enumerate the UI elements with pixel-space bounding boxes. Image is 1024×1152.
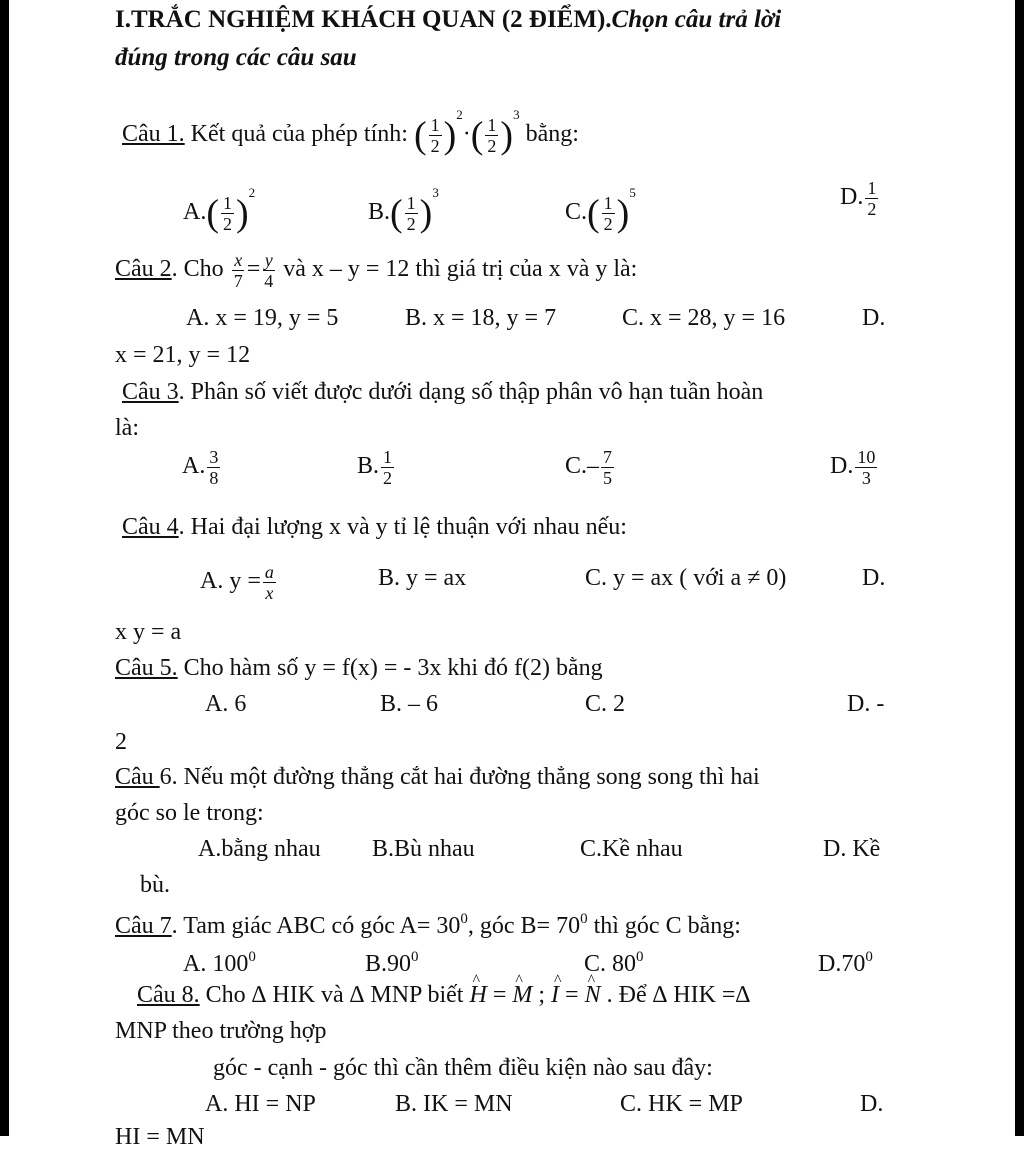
instruction-text-cont: đúng trong các câu sau: [115, 44, 357, 71]
q4-option-a[interactable]: A. y = $\frac{a}{x}$: [200, 562, 274, 603]
q7-option-a[interactable]: A. $100^0$: [183, 949, 256, 977]
q8-option-b[interactable]: B. IK = MN: [395, 1091, 513, 1117]
q8-line: Câu 8. Cho ∆ HIK và ∆ MNP biết ^ H = ^ M ; ^ I = ^ N . Để ∆ HIK =∆: [137, 980, 750, 1010]
q3-label: Câu 3: [122, 379, 179, 405]
q8-option-d[interactable]: D.: [860, 1091, 884, 1117]
q3-option-a[interactable]: A. $\frac{3}{8}$: [182, 447, 219, 488]
q3-line: Câu 3. Phân số viết được dưới dạng số thập phân vô hạn tuần hoàn: [122, 379, 764, 405]
q4-option-d[interactable]: D.: [862, 565, 886, 591]
q3-line-cont: là:: [115, 415, 139, 441]
q4-option-b[interactable]: B. y = ax: [378, 565, 467, 591]
q8-line-cont: MNP theo trường hợp: [115, 1018, 327, 1044]
q8-option-a[interactable]: A. HI = NP: [205, 1091, 316, 1117]
q1-option-c[interactable]: C.( $\frac{1}{2}$ )$^5$: [565, 185, 636, 235]
q5-option-b[interactable]: B. – 6: [380, 691, 439, 717]
q3-option-d[interactable]: D. $\frac{10}{3}$: [830, 447, 876, 488]
right-frame-border: [1015, 0, 1024, 1136]
q8-line-cont-2: góc - cạnh - góc thì cần thêm điều kiện nào sau đây:: [213, 1055, 713, 1081]
left-frame-border: [0, 0, 9, 1136]
q7-option-d[interactable]: $D.70^0$: [818, 949, 873, 977]
q5-option-d[interactable]: D. -: [847, 691, 885, 717]
q7-line: Câu 7. Tam giác ABC có góc $A= 30^0$, góc $B= 70^0$ thì góc C bằng:: [115, 911, 741, 939]
q5-label: Câu 5.: [115, 655, 178, 681]
q2-proportion: $\frac{x}{7}$ = $\frac{y}{4}$: [233, 250, 274, 291]
q1-tail: bằng:: [525, 121, 579, 147]
q2-option-a[interactable]: A. x = 19, y = 5: [186, 305, 339, 331]
q6-option-a[interactable]: A.bằng nhau: [198, 836, 321, 862]
q6-option-c[interactable]: C.Kề nhau: [580, 836, 683, 862]
q5-option-d-value[interactable]: 2: [115, 729, 127, 755]
q1-option-d[interactable]: D. $\frac{1}{2}$: [840, 178, 877, 219]
q1-expression: ( $\frac{1}{2}$ )$^2$·( $\frac{1}{2}$ )$^3$: [413, 107, 520, 157]
q6-option-d[interactable]: D. Kề: [823, 836, 881, 862]
header-line-1: [115, 5, 781, 35]
q6-line: Câu 6. Nếu một đường thẳng cắt hai đường thẳng song song thì hai: [115, 764, 760, 790]
q6-label: Câu: [115, 764, 160, 790]
q4-option-d-value[interactable]: x y = a: [115, 619, 182, 645]
q5-option-a[interactable]: A. 6: [205, 691, 247, 717]
q2-option-d-value[interactable]: x = 21, y = 12: [115, 342, 251, 368]
q2-option-d[interactable]: D.: [862, 305, 886, 331]
instruction-text: Chọn câu trả lời: [611, 6, 782, 33]
q3-option-c[interactable]: C.– $\frac{7}{5}$: [565, 447, 613, 488]
q1-option-a[interactable]: A.( $\frac{1}{2}$ )$^2$: [183, 185, 256, 235]
q5-line: Câu 5. Cho hàm số y = f(x) = - 3x khi đó f(2) bằng: [115, 655, 603, 681]
q6-line-cont: góc so le trong:: [115, 800, 264, 826]
q2-label: Câu 2: [115, 256, 172, 283]
q4-label: Câu 4: [122, 514, 179, 540]
q2-line: Câu 2. Cho $\frac{x}{7}$ = $\frac{y}{4}$ và x – y = 12 thì giá trị của x và y là:: [115, 250, 638, 291]
q1-label: Câu 1.: [122, 121, 185, 147]
q2-option-b[interactable]: B. x = 18, y = 7: [405, 305, 557, 331]
q7-option-b[interactable]: $B.90^0$: [365, 949, 419, 977]
q8-option-c[interactable]: C. HK = MP: [620, 1091, 743, 1117]
q8-option-d-value[interactable]: HI = MN: [115, 1124, 205, 1150]
q4-line: Câu 4. Hai đại lượng x và y tỉ lệ thuận với nhau nếu:: [122, 514, 627, 540]
q6-option-b[interactable]: B.Bù nhau: [372, 836, 475, 862]
q3-option-b[interactable]: B. $\frac{1}{2}$: [357, 447, 393, 488]
q1-line: [122, 100, 579, 156]
q7-label: Câu 7: [115, 913, 172, 939]
q1-option-b[interactable]: B.( $\frac{1}{2}$ )$^3$: [368, 185, 439, 235]
q7-option-c[interactable]: C. $80^0$: [584, 949, 644, 977]
q8-label: Câu 8.: [137, 982, 200, 1008]
q4-option-c[interactable]: C. y = ax ( với a ≠ 0): [585, 565, 787, 591]
q5-option-c[interactable]: C. 2: [585, 691, 626, 717]
section-title: I.TRẮC NGHIỆM KHÁCH QUAN (2 ĐIỂM).: [115, 6, 612, 33]
q2-option-c[interactable]: C. x = 28, y = 16: [622, 305, 786, 331]
q1-text: Kết quả của phép tính:: [190, 121, 408, 147]
q6-option-d-value[interactable]: bù.: [140, 872, 170, 898]
